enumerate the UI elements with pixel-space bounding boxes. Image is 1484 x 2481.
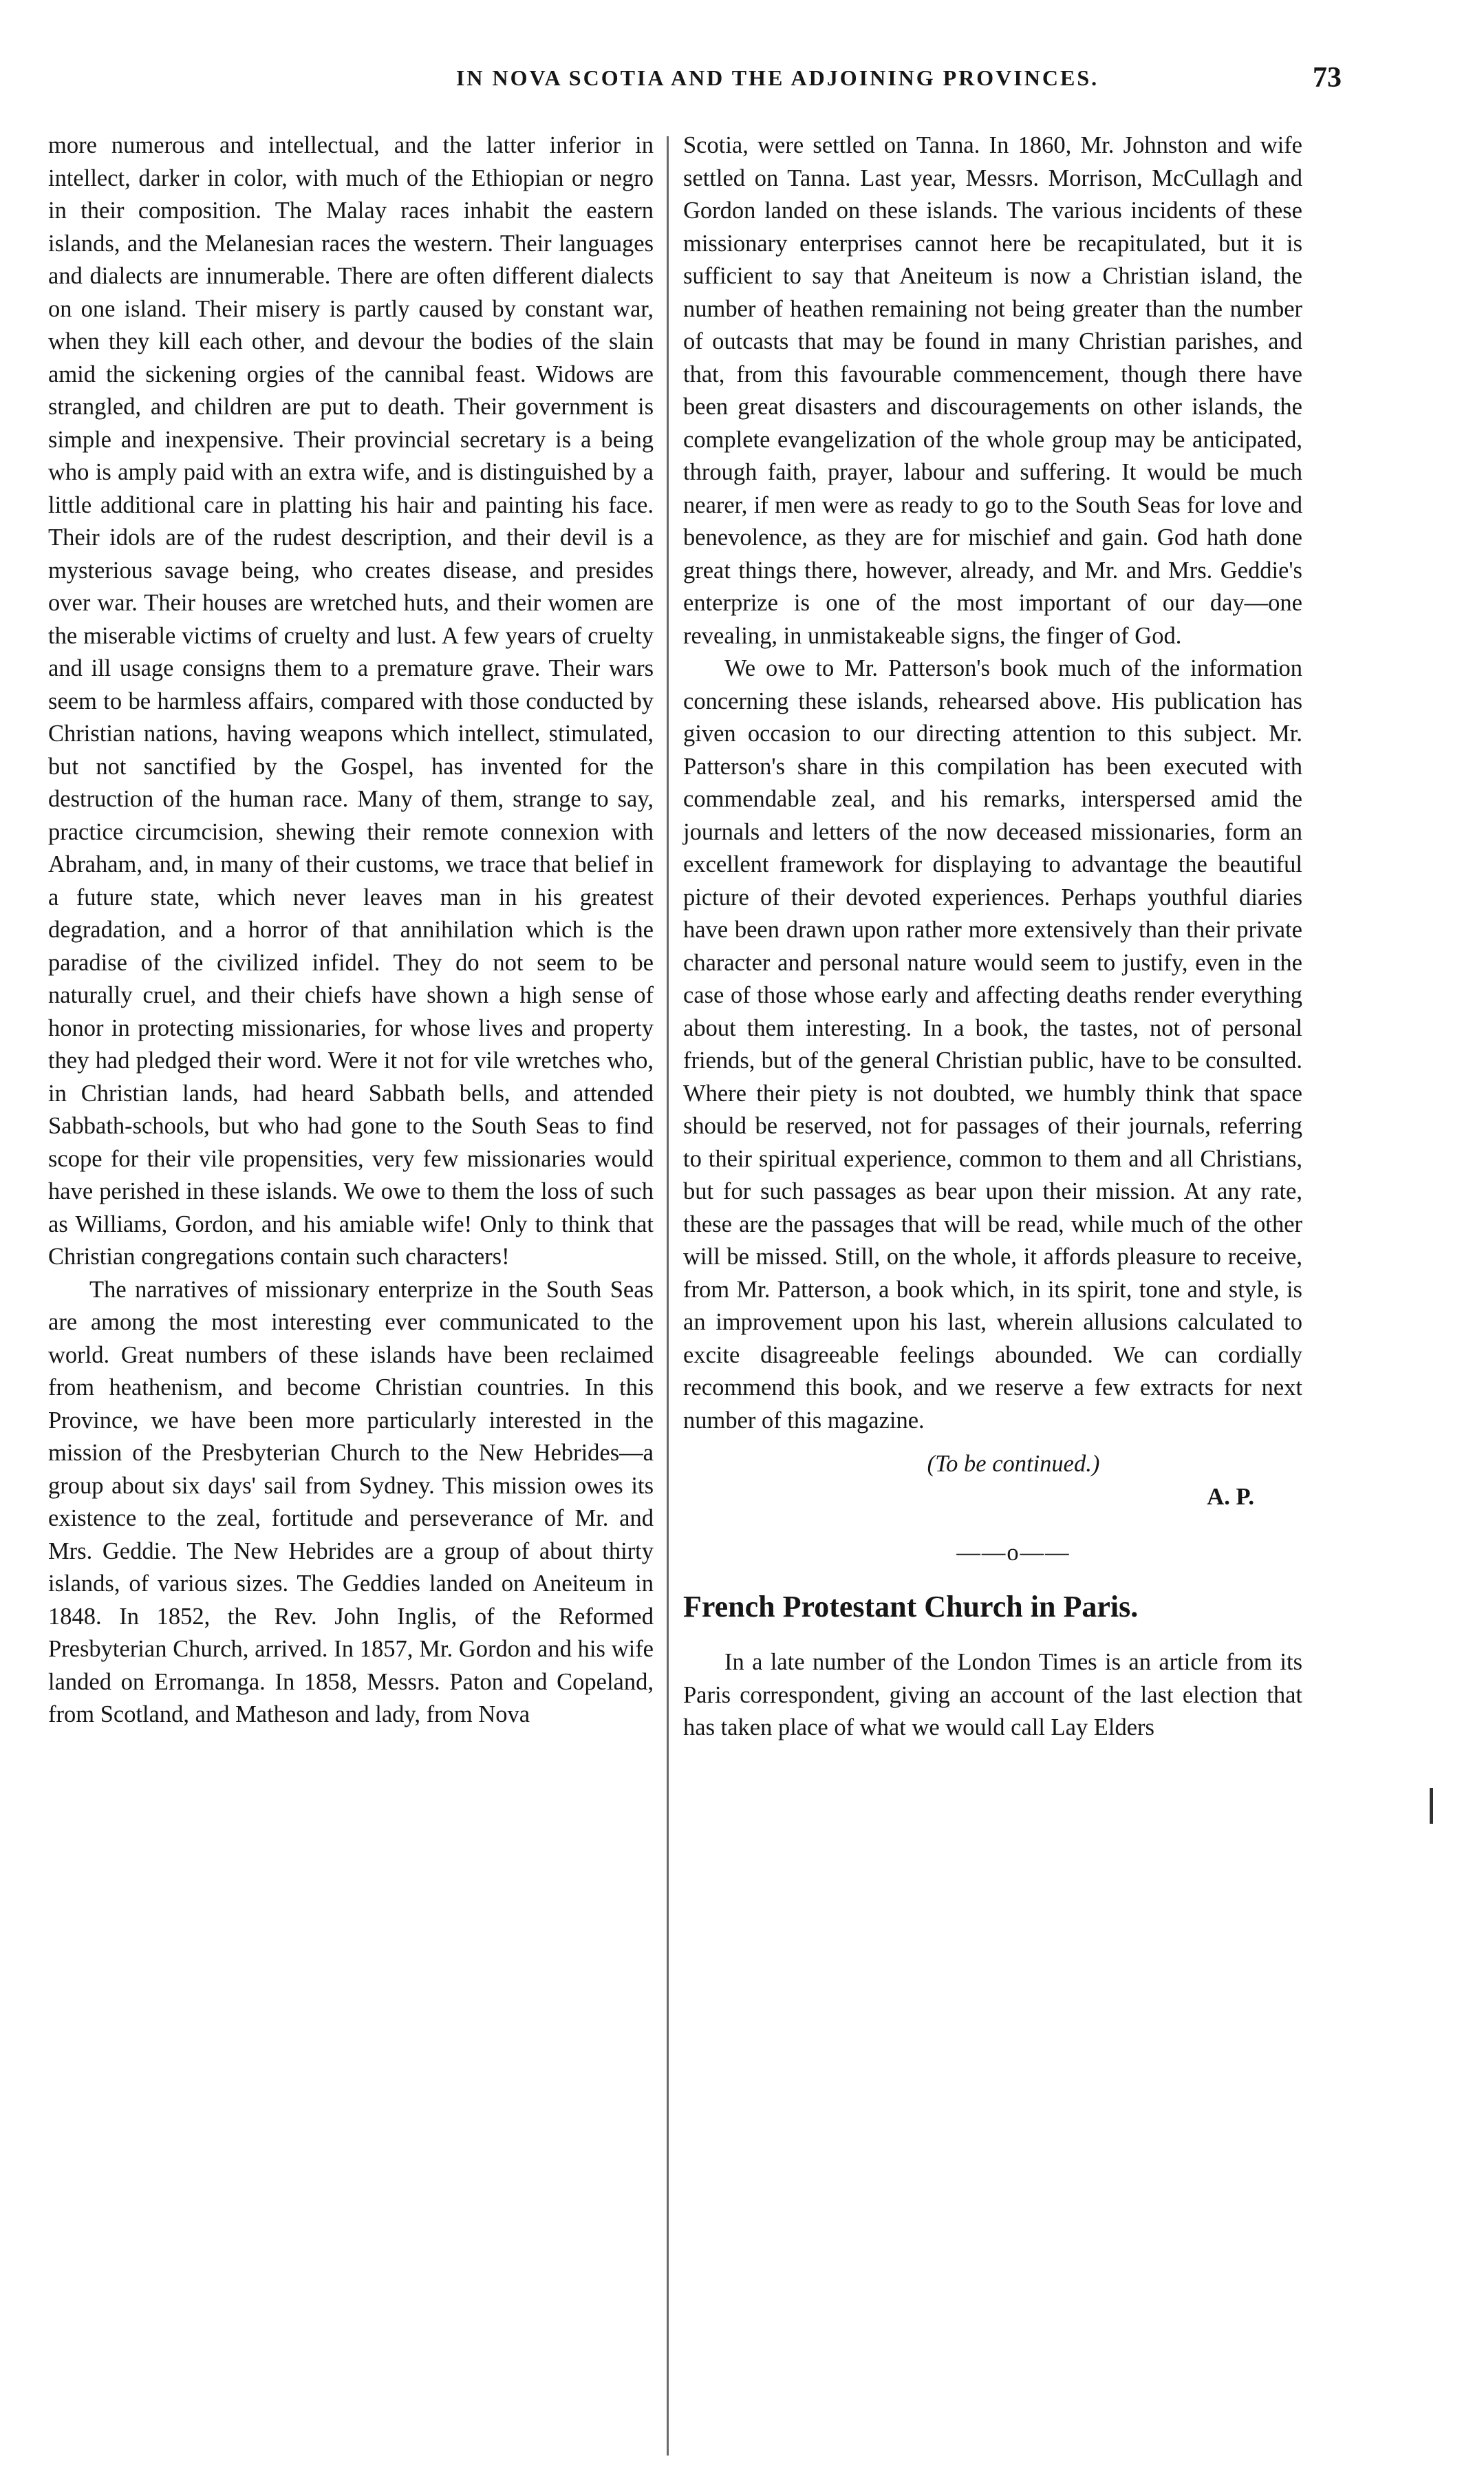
- section-paragraph: In a late number of the London Times is an article from its Paris correspondent, giving an account of the last election that has taken place of what we would call Lay Elders: [683, 1649, 1302, 1740]
- left-paragraph-2: The narratives of missionary enterprize in the South Seas are among the most interesting ever communicated to the world. Great numbers of these islands have been reclaimed from heathenism, and become Christian countries. In this Province, we have been more particularly interested in the mission of the Presbyterian Church to the New Hebrides—a group about six days' sail from Sydney. This mission owes its existence to the zeal, fortitude and perseverance of Mr. and Mrs. Geddie. The New Hebrides are a group of about thirty islands, of various sizes. The Geddies landed on Aneiteum in 1848. In 1852, the Rev. John Inglis, of the Reformed Presbyterian Church, arrived. In 1857, Mr. Gordon and his wife landed on Erromanga. In 1858, Messrs. Paton and Copeland, from Scotland, and Matheson and lady, from Nova: [48, 1276, 654, 1727]
- column-divider: [667, 136, 669, 2456]
- section-heading: French Protestant Church in Paris.: [683, 1589, 1139, 1623]
- left-column: [48, 129, 654, 1732]
- page-number: 73: [1313, 62, 1342, 94]
- left-paragraph-1: more numerous and intellectual, and the latter inferior in intellect, darker in color, with much of the Ethiopian or negro in their composition. The Malay races inhabit the eastern islands, and the Melanesian races the western. Their languages and dialects are innumerable. There are often different dialects on one island. Their misery is partly caused by constant war, when they kill each other, and devour the bodies of the slain amid the sickening orgies of the cannibal feast. Widows are strangled, and children are put to death. Their government is simple and inexpensive. Their provincial secretary is a being who is amply paid with an extra wife, and is distinguished by a little additional care in platting his hair and painting his face. Their idols are of the rudest description, and their devil is a mysterious savage being, who creates disease, and presides over war. Their houses are wretched huts, and their women are the miserable victims of cruelty and lust. A few years of cruelty and ill usage consigns them to a premature grave. Their wars seem to be harmless affairs, compared with those conducted by Christian nations, having weapons which intellect, stimulated, but not sanctified by the Gospel, has invented for the destruction of the human race. Many of them, strange to say, practice circumcision, shewing their remote connexion with Abraham, and, in many of their customs, we trace that belief in a future state, which never leaves man in his greatest degradation, and a horror of that annihilation which is the paradise of the civilized infidel. They do not seem to be naturally cruel, and their chiefs have shown a high sense of honor in protecting missionaries, for whose lives and property they had pledged their word. Were it not for vile wretches who, in Christian lands, had heard Sabbath bells, and attended Sabbath-schools, but who had gone to the South Seas to find scope for their vile propensities, very few missionaries would have perished in these islands. We owe to them the loss of such as Williams, Gordon, and his amiable wife! Only to think that Christian congregations contain such characters!: [48, 132, 654, 1270]
- right-column: [683, 129, 1302, 1745]
- right-paragraph-1: Scotia, were settled on Tanna. In 1860, Mr. Johnston and wife settled on Tanna. Last year, Messrs. Morrison, McCullagh and Gordon landed on these islands. The various incidents of these missionary enterprises cannot here be recapitulated, but it is sufficient to say that Aneiteum is now a Christian island, the number of heathen remaining not being greater than the number of outcasts that may be found in many Christian parishes, and that, from this favourable commencement, though there have been great disasters and discouragements on other islands, the complete evangelization of the whole group may be anticipated, through faith, prayer, labour and suffering. It would be much nearer, if men were as ready to go to the South Seas for love and benevolence, as they are for mischief and gain. God hath done great things there, however, already, and Mr. and Mrs. Geddie's enterprize is one of the most important of our day—one revealing, in unmistakeable signs, the finger of God.: [683, 132, 1302, 649]
- page-header: [0, 62, 1484, 107]
- section-separator: ——o——: [956, 1540, 1071, 1566]
- running-title: IN NOVA SCOTIA AND THE ADJOINING PROVINCES.: [455, 65, 1099, 90]
- to-be-continued: (To be continued.): [927, 1451, 1100, 1477]
- margin-mark: [1430, 1788, 1433, 1824]
- author-signature: A. P.: [1207, 1483, 1254, 1510]
- right-paragraph-2: We owe to Mr. Patterson's book much of the information concerning these islands, rehearsed above. His publication has given occasion to our directing attention to this subject. Mr. Patterson's share in this compilation has been executed with commendable zeal, and his remarks, interspersed amid the journals and letters of the now deceased missionaries, form an excellent framework for displaying to advantage the beautiful picture of their devoted experiences. Perhaps youthful diaries have been drawn upon rather more extensively than their private character and personal nature would seem to justify, even in the case of those whose early and affecting deaths render everything about them interesting. In a book, the tastes, not of personal friends, but of the general Christian public, have to be consulted. Where their piety is not doubted, we humbly think that space should be reserved, not for passages of their journals, referring to their spiritual experience, common to them and all Christians, but for such passages as bear upon their mission. At any rate, these are the passages that will be read, while much of the other will be missed. Still, on the whole, it affords pleasure to receive, from Mr. Patterson, a book which, in its spirit, tone and style, is an improvement upon his last, wherein allusions calculated to excite disagreeable feelings abounded. We can cordially recommend this book, and we reserve a few extracts for next number of this magazine.: [683, 655, 1302, 1434]
